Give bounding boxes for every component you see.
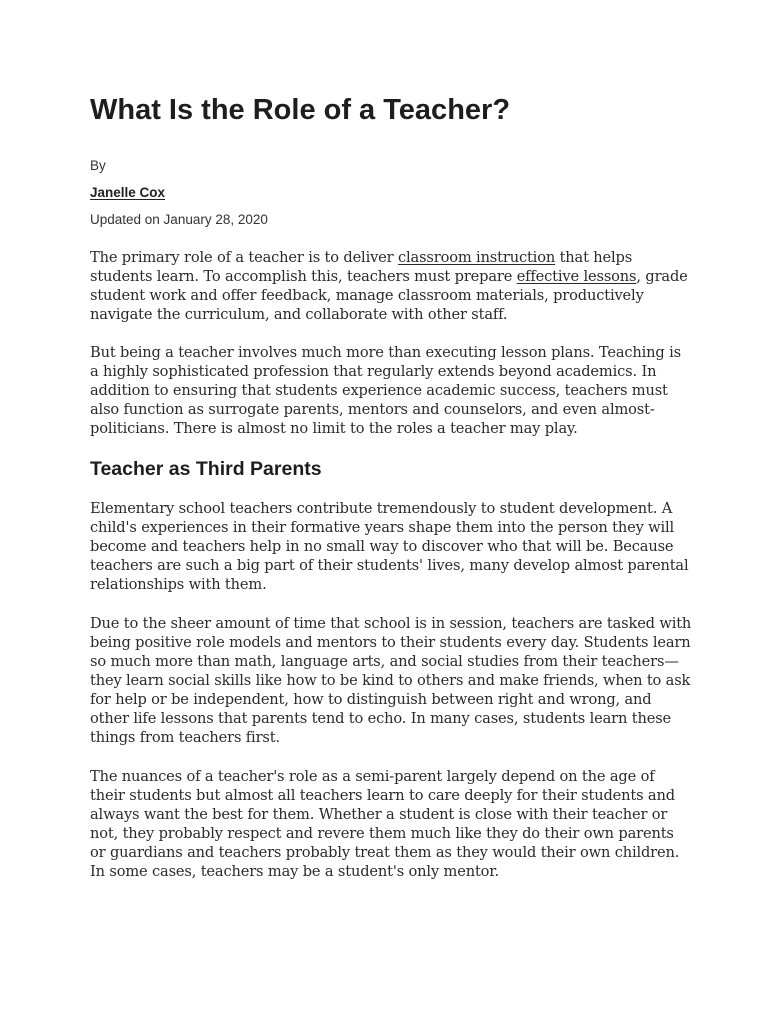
classroom-instruction-link[interactable]: classroom instruction (398, 249, 556, 266)
paragraph-intro (90, 248, 692, 324)
paragraph-semi-parent: The nuances of a teacher's role as a semi-parent largely depend on the age of their students but almost all teachers learn to care deeply for their students and always want the best for them. Whether a student is close with their teacher or not, they probably respect and revere them much like they do their own parents or guardians and teachers probably treat them as they would their own children. In some cases, teachers may be a student's only mentor. (90, 768, 680, 880)
effective-lessons-link[interactable]: effective lessons (516, 268, 637, 285)
article-title: What Is the Role of a Teacher? (90, 94, 511, 126)
paragraph-development: Elementary school teachers contribute tremendously to student development. A child's experiences in their formative years shape them into the person they will become and teachers help in no small way to discover who that will be. Because teachers are such a big part of their students' lives, many develop almost parental relationships with them. (90, 500, 689, 593)
paragraph-text: , grade student work and offer feedback, manage classroom materials, productively navigate the curriculum, and collaborate with other staff. (90, 268, 688, 323)
paragraph-text: The primary role of a teacher is to deliver (90, 249, 398, 266)
paragraph-role-models: Due to the sheer amount of time that school is in session, teachers are tasked with being positive role models and mentors to their students every day. Students learn so much more than math, language arts, and social studies from their teachers—they learn social skills like how to be kind to others and make friends, when to ask for help or be independent, how to distinguish between right and wrong, and other life lessons that parents tend to echo. In many cases, students learn these things from teachers first. (90, 615, 692, 746)
section-heading: Teacher as Third Parents (90, 458, 322, 480)
paragraph-text: that helps students learn. To accomplish this, teachers must prepare (90, 249, 633, 285)
byline-label: By (90, 158, 106, 173)
updated-date: Updated on January 28, 2020 (90, 212, 268, 227)
author-link[interactable]: Janelle Cox (90, 185, 166, 200)
paragraph-roles: But being a teacher involves much more than executing lesson plans. Teaching is a highly sophisticated profession that regularly extends beyond academics. In addition to ensuring that students experience academic success, teachers must also function as surrogate parents, mentors and counselors, and even almost-politicians. There is almost no limit to the roles a teacher may play. (90, 344, 681, 437)
